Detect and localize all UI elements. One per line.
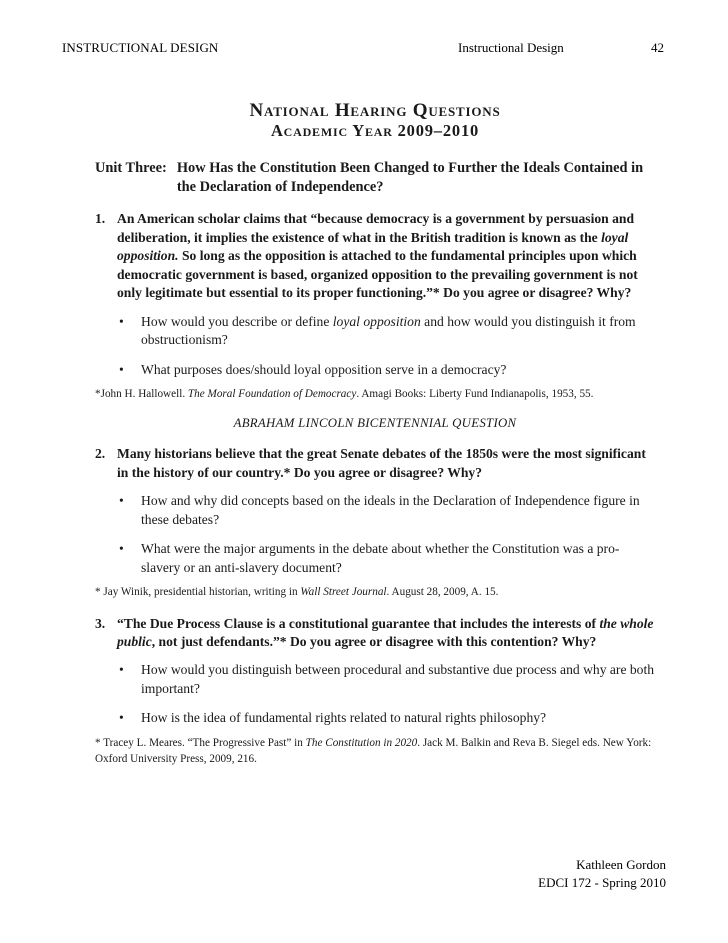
- question-number: 1.: [95, 211, 106, 227]
- list-item: [117, 540, 655, 577]
- bullet-icon: •: [119, 662, 124, 678]
- question-1: [95, 210, 655, 302]
- footnote-part: . Jack M. Balkin and Reva B. Siegel eds. New York: Oxford University Press, 2009, 216.: [95, 736, 652, 766]
- bullet-text: How and why did concepts based on the ideals in the Declaration of Independence figure in these debates?: [141, 493, 640, 527]
- lincoln-question-heading: ABRAHAM LINCOLN BICENTENNIAL QUESTION: [233, 416, 517, 431]
- document-title: [95, 100, 655, 141]
- question-2-bullets: [95, 492, 655, 577]
- question-1-bullets: [95, 313, 655, 379]
- question-3: [95, 615, 655, 652]
- question-number: 2.: [95, 446, 106, 462]
- bullet-text: How is the idea of fundamental rights related to natural rights philosophy?: [141, 710, 547, 726]
- footnote-part: *John H. Hallowell.: [95, 388, 188, 401]
- question-text-part: “The Due Process Clause is a constitutional guarantee that includes the interests of: [117, 615, 600, 631]
- bullet-text: What were the major arguments in the debate about whether the Constitution was a pro-slavery or an anti-slavery document?: [141, 541, 620, 575]
- question-3-bullets: [95, 661, 655, 727]
- unit-text: How Has the Constitution Been Changed to Further the Ideals Contained in the Declaration of Independence?: [176, 159, 644, 195]
- list-item: [117, 492, 655, 529]
- unit-label: Unit Three:: [95, 159, 167, 176]
- bullet-icon: •: [119, 493, 124, 509]
- footnote-part: * Tracey L. Meares. “The Progressive Past” in: [95, 736, 306, 749]
- footnote-1: [95, 386, 655, 402]
- footnote-emphasis: The Moral Foundation of Democracy: [187, 388, 357, 401]
- question-text-emphasis: loyal opposition.: [117, 229, 629, 264]
- header-center-title: Instructional Design: [458, 40, 564, 55]
- footnote-part: . Amagi Books: Liberty Fund Indianapolis, 1953, 55.: [356, 388, 594, 401]
- footer-author: Kathleen Gordon: [576, 857, 666, 872]
- footnote-emphasis: The Constitution in 2020: [305, 736, 418, 749]
- footnote-part: * Jay Winik, presidential historian, writing in: [95, 586, 301, 599]
- question-text: [117, 615, 655, 652]
- unit-heading: [95, 159, 655, 196]
- footnote-3: [95, 735, 655, 767]
- footnote-emphasis: Wall Street Journal: [300, 586, 387, 599]
- bullet-text-part: How would you describe or define: [141, 313, 333, 329]
- title-line-2: Academic Year 2009–2010: [270, 120, 480, 140]
- question-text-emphasis: the whole public: [117, 615, 654, 649]
- bullet-text-part: and how would you distinguish it from obstructionism?: [141, 313, 636, 348]
- page-footer: [538, 856, 666, 893]
- scanned-document: [95, 100, 655, 767]
- bullet-text: [141, 313, 655, 350]
- list-item: [117, 361, 655, 379]
- bullet-icon: •: [119, 710, 124, 726]
- question-text-part: An American scholar claims that “because democracy is a government by persuasion and deliberation, it implies the existence of what in the British tradition is known as the: [117, 211, 635, 245]
- question-text: [117, 210, 655, 302]
- bullet-icon: •: [119, 541, 124, 557]
- question-text-part: , not just defendants.”* Do you agree or disagree with this contention? Why?: [151, 633, 597, 649]
- list-item: [117, 661, 655, 698]
- bullet-icon: •: [119, 361, 124, 377]
- question-text: Many historians believe that the great Senate debates of the 1850s were the most significant in the history of our country.* Do you agree or disagree? Why?: [117, 446, 646, 480]
- list-item: [117, 709, 655, 727]
- bullet-text: How would you distinguish between procedural and substantive due process and why are both important?: [141, 662, 655, 696]
- header-left-title: INSTRUCTIONAL DESIGN: [62, 40, 219, 55]
- question-text-part: So long as the opposition is attached to the fundamental principles upon which democratic government is based, organized opposition to the prevailing government is not only legitimate but essential to its proper functioning.”* Do you agree or disagree? Why?: [117, 248, 638, 301]
- bullet-icon: •: [119, 313, 124, 329]
- bullet-text-emphasis: loyal opposition: [332, 313, 421, 329]
- list-item: [117, 313, 655, 350]
- question-2: [95, 445, 655, 482]
- footer-course: EDCI 172 - Spring 2010: [538, 875, 666, 891]
- page-number: 42: [651, 40, 664, 55]
- footnote-part: . August 28, 2009, A. 15.: [386, 586, 499, 599]
- question-number: 3.: [95, 615, 106, 631]
- bullet-text: What purposes does/should loyal opposition serve in a democracy?: [141, 361, 507, 377]
- footnote-2: [95, 584, 655, 600]
- title-line-1: National Hearing Questions: [249, 100, 501, 121]
